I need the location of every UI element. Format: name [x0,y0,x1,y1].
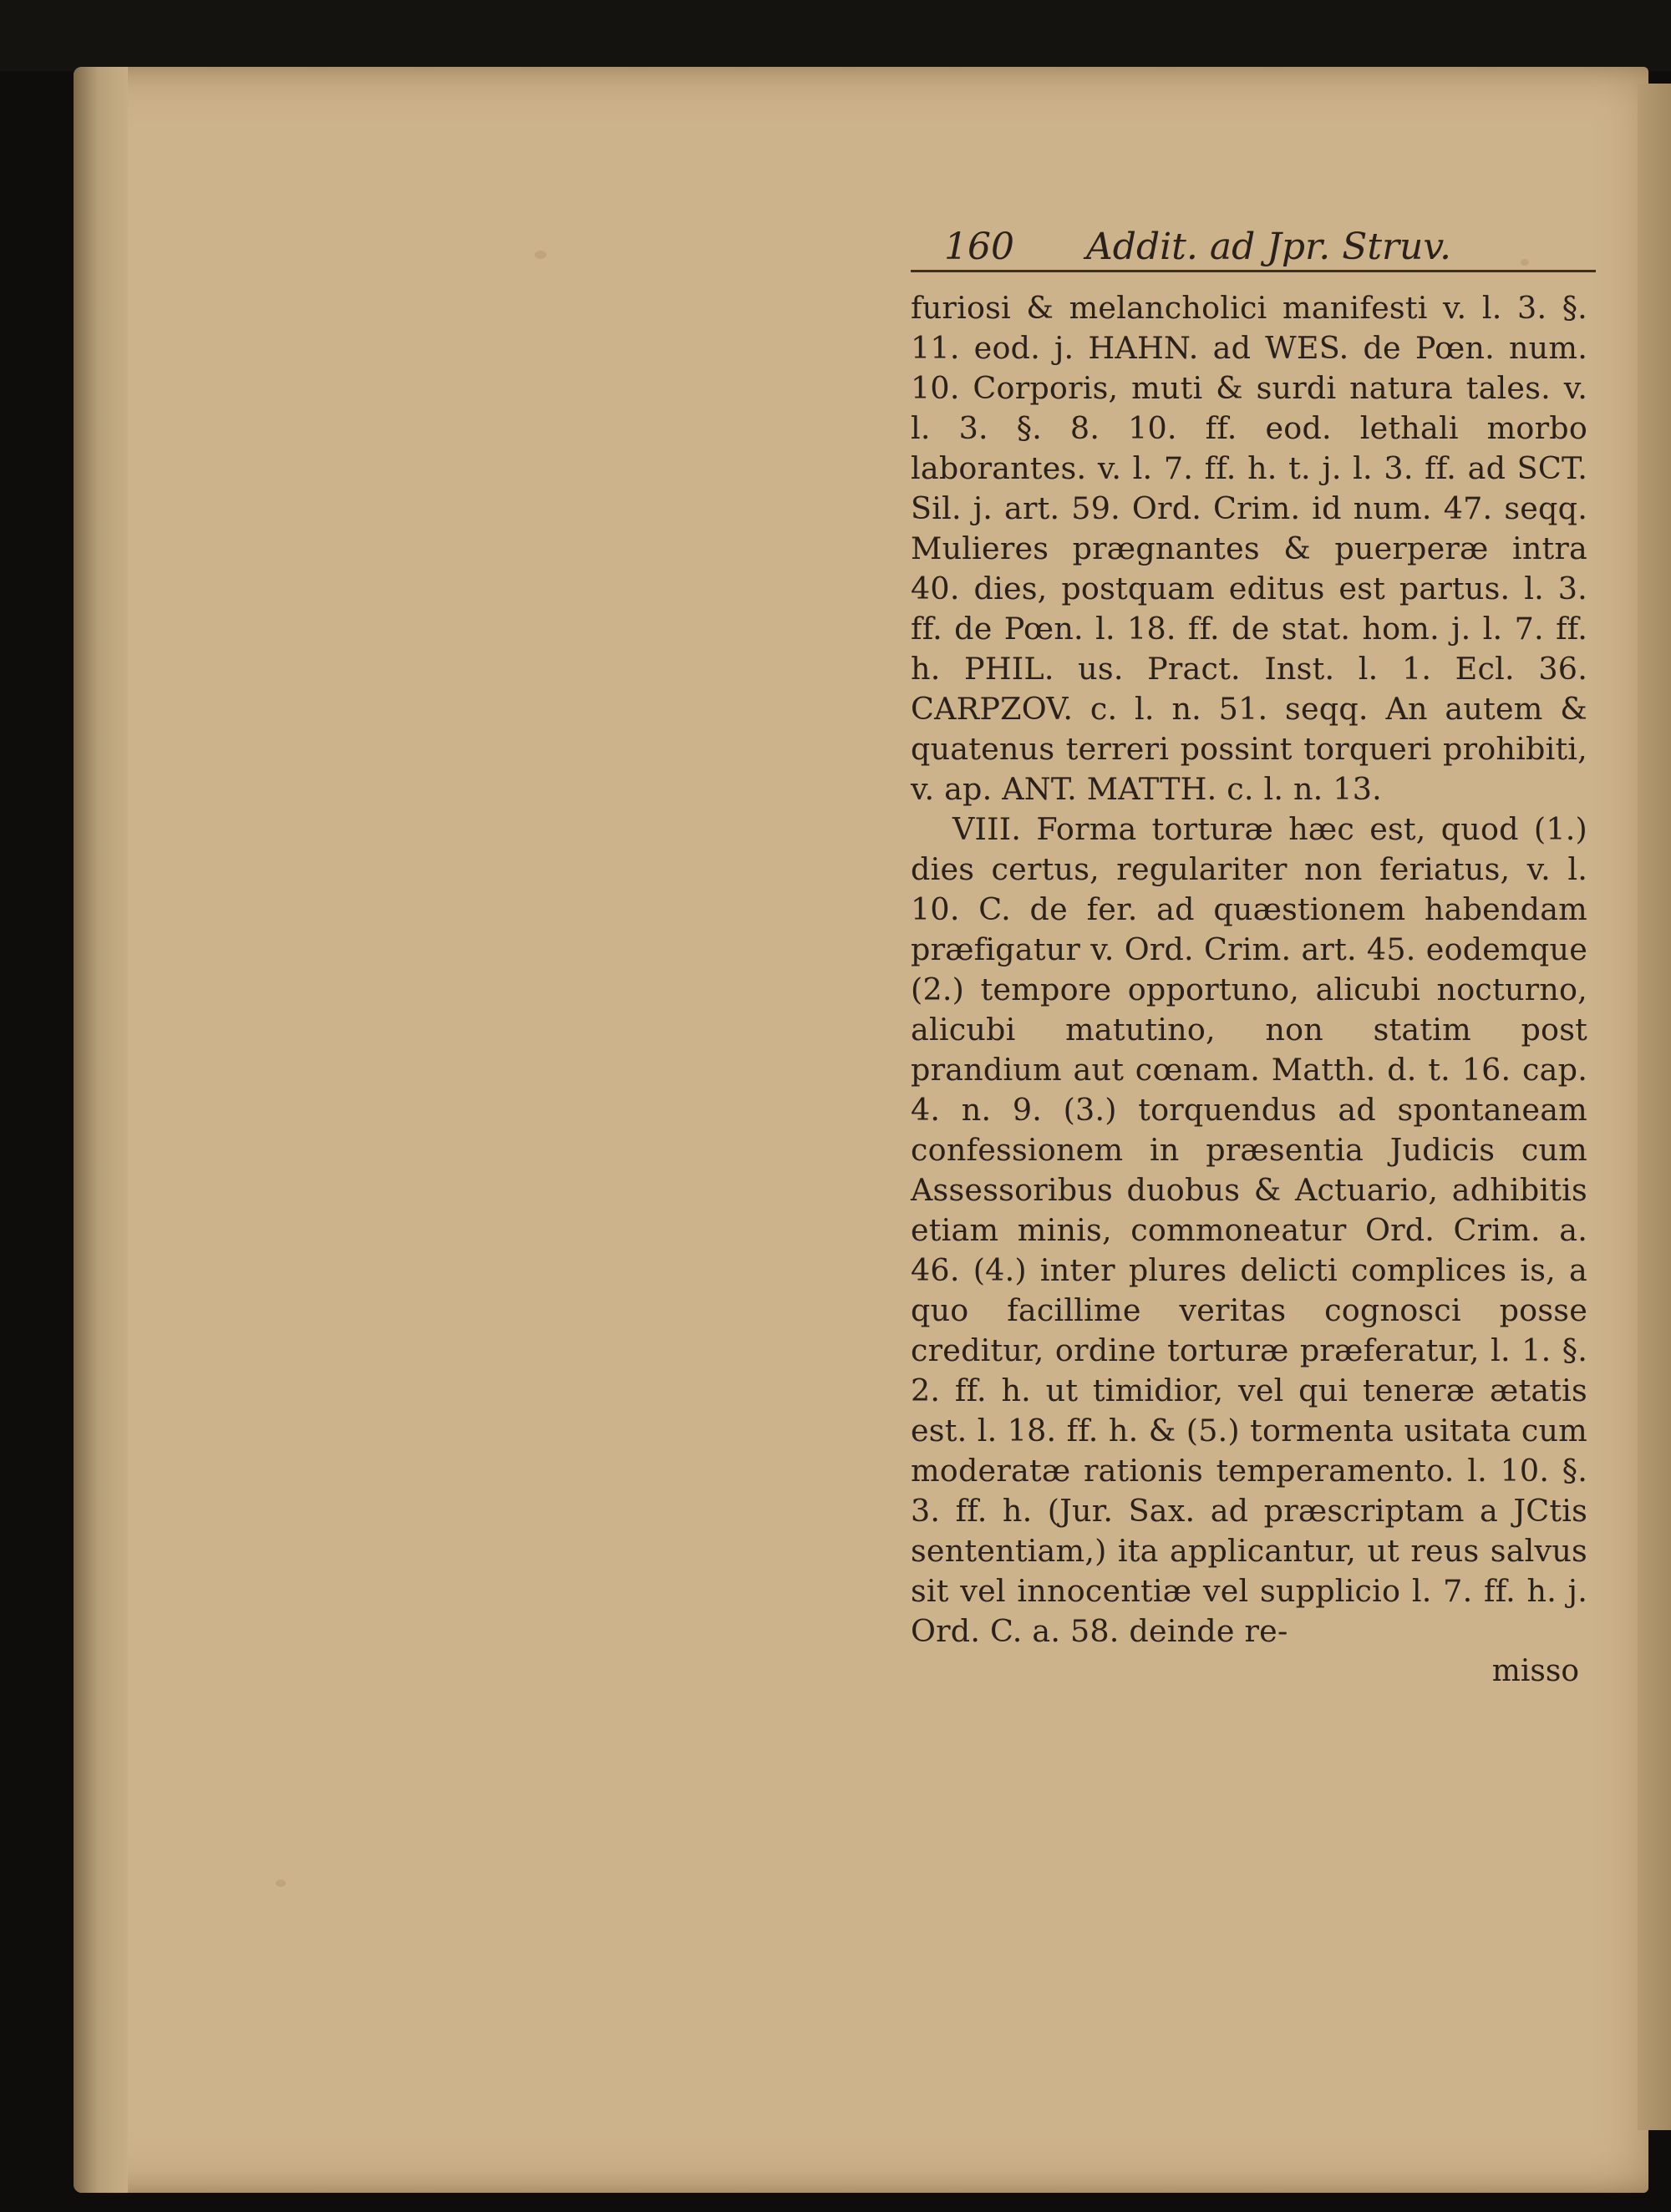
catchword: misso [1491,1654,1579,1688]
page-number: 160 [944,226,1014,268]
page-text-block [911,221,1587,1692]
header-rule [911,270,1596,272]
page-gutter-edge [74,67,128,2193]
scan-backdrop [0,0,1671,71]
body-text [911,288,1587,1651]
paragraph-viii: VIII. Forma torturæ hæc est, quod (1.) dies certus, regulariter non feriatus, v. l. 10. C. de fer. ad quæstionem habendam præfigatur v. Ord. Crim. art. 45. eodemque (2.) tempore opportuno, alicubi nocturno, alicubi matutino, non statim post prandium aut cœnam. Matth. d. t. 16. cap. 4. n. 9. (3.) torquendus ad spontaneam confessionem in præsentia Judicis cum Assessoribus duobus & Actuario, adhibitis etiam minis, commoneatur Ord. Crim. a. 46. (4.) inter plures delicti complices is, a quo facillime veritas cognosci posse creditur, ordine torturæ præferatur, l. 1. §. 2. ff. h. ut timidior, vel qui teneræ ætatis est. l. 18. ff. h. & (5.) tormenta usitata cum moderatæ rationis temperamento. l. 10. §. 3. ff. h. (Jur. Sax. ad præscriptam a JCtis sententiam,) ita applicantur, ut reus salvus sit vel innocentiæ vel supplicio l. 7. ff. h. j. Ord. C. a. 58. deinde re- [911,811,1587,1649]
adjacent-page-edge [1638,84,1671,2130]
paragraph-continuation: furiosi & melancholici manifesti v. l. 3. §. 11. eod. j. HAHN. ad WES. de Pœn. num. 10. Corporis, muti & surdi natura tales. v. l. 3. §. 8. 10. ff. eod. lethali morbo laborantes. v. l. 7. ff. h. t. j. l. 3. ff. ad SCT. Sil. j. art. 59. Ord. Crim. id num. 47. seqq. Mulieres prægnantes & puerperæ intra 40. dies, postquam editus est partus. l. 3. ff. de Pœn. l. 18. ff. de stat. hom. j. l. 7. ff. h. PHIL. us. Pract. Inst. l. 1. Ecl. 36. CARPZOV. c. l. n. 51. seqq. An autem & quatenus terreri possint torqueri prohibiti, v. ap. ANT. MATTH. c. l. n. 13. [911,290,1587,807]
running-head [911,221,1587,273]
paper-stain [276,1880,286,1887]
paper-stain [535,251,546,259]
running-head-title: Addit. ad Jpr. Struv. [1086,226,1452,268]
